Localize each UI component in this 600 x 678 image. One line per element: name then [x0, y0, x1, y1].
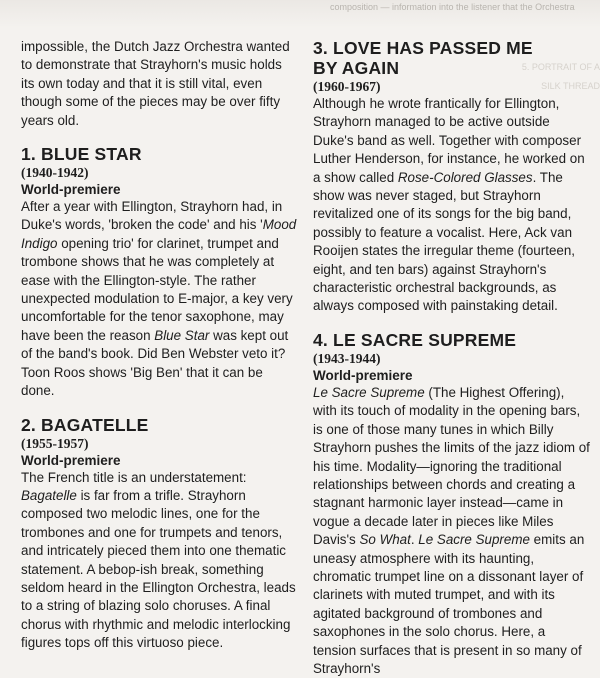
right-column [313, 38, 591, 678]
section-title-le-sacre-supreme: 4. LE SACRE SUPREME [313, 329, 517, 350]
section-years: (1940-1942) [21, 165, 89, 181]
section-years: (1955-1957) [21, 435, 89, 451]
section-years: (1943-1944) [313, 350, 381, 366]
section-title-love-has-passed: 3. LOVE HAS PASSED ME BY AGAIN [313, 38, 533, 78]
bleed-line: SILK THREAD [541, 81, 600, 91]
left-column [21, 38, 297, 653]
love-has-passed-body: Although he wrote frantically for Ellington, Strayhorn managed to be active outside Duke's band as well. Together with composer Luther Henderson, for instance, he worked on a show called Rose-Colored Glasses. The show was never staged, but Strayhorn revitalized one of its songs for the big band, possibly to feature a vocalist. Here, Ack van Rooijen states the irregular theme (fourteen, eight, and ten bars) against Strayhorn's characteristic orchestral backgrounds, as always composed with painstaking detail. [313, 96, 585, 314]
world-premiere-label: World-premiere [21, 452, 121, 468]
section-title-bagatelle: 2. BAGATELLE [21, 414, 149, 435]
section-years: (1960-1967) [313, 79, 381, 94]
le-sacre-supreme-body: Le Sacre Supreme (The Highest Offering), with its touch of modality in the opening bars, is one of those many tunes in which Billy Strayhorn pushes the limits of the jazz idiom of his time. Modality—ignoring the traditional relationships between chords and creating a stagnant harmonic layer instead—came in vogue a decade later in pieces like Miles Davis's So What. Le Sacre Supreme emits an uneasy atmosphere with its haunting, chromatic trumpet line on a dissonant layer of clarinets with muted trumpet, and with its agitated background of trombones and saxophones in the solo chorus. Here, a tension surfaces that is present in so many of Strayhorn's [313, 384, 590, 676]
section-title-blue-star: 1. BLUE STAR [21, 144, 142, 165]
world-premiere-label: World-premiere [313, 367, 413, 383]
blue-star-body: After a year with Ellington, Strayhorn had, in Duke's words, 'broken the code' and his 'Mood Indigo opening trio' for clarinet, trumpet and trombone shows that he was completely at ease with the Ellington-style. The rather unexpected modulation to E-major, a key very uncomfortable for the tenor saxophone, may have been the reason Blue Star was kept out of the band's book. Did Ben Webster veto it? Toon Roos shows 'Big Ben' that it can be done. [21, 199, 297, 399]
top-bleed-through [0, 0, 600, 28]
bagatelle-body: The French title is an understatement: Bagatelle is far from a trifle. Strayhorn composed two melodic lines, one for the trombones and one for trumpets and tenors, and intricately pieced them into one thematic statement. A bebop-ish break, something seldom heard in the Ellington Orchestra, leads to a string of blazing solo choruses. A final chorus with rhythmic and melodic interlocking figures tops off this virtuoso piece. [21, 469, 296, 651]
intro-paragraph: impossible, the Dutch Jazz Orchestra wanted to demonstrate that Strayhorn's music holds its own today and that it is still vital, even though some of the pieces may be over fifty years old. [21, 39, 290, 128]
world-premiere-label: World-premiere [21, 182, 121, 198]
bleed-line: 5. PORTRAIT OF A [521, 62, 600, 72]
bleed-through-text: composition — information into the listener that the Orchestra [330, 2, 575, 12]
